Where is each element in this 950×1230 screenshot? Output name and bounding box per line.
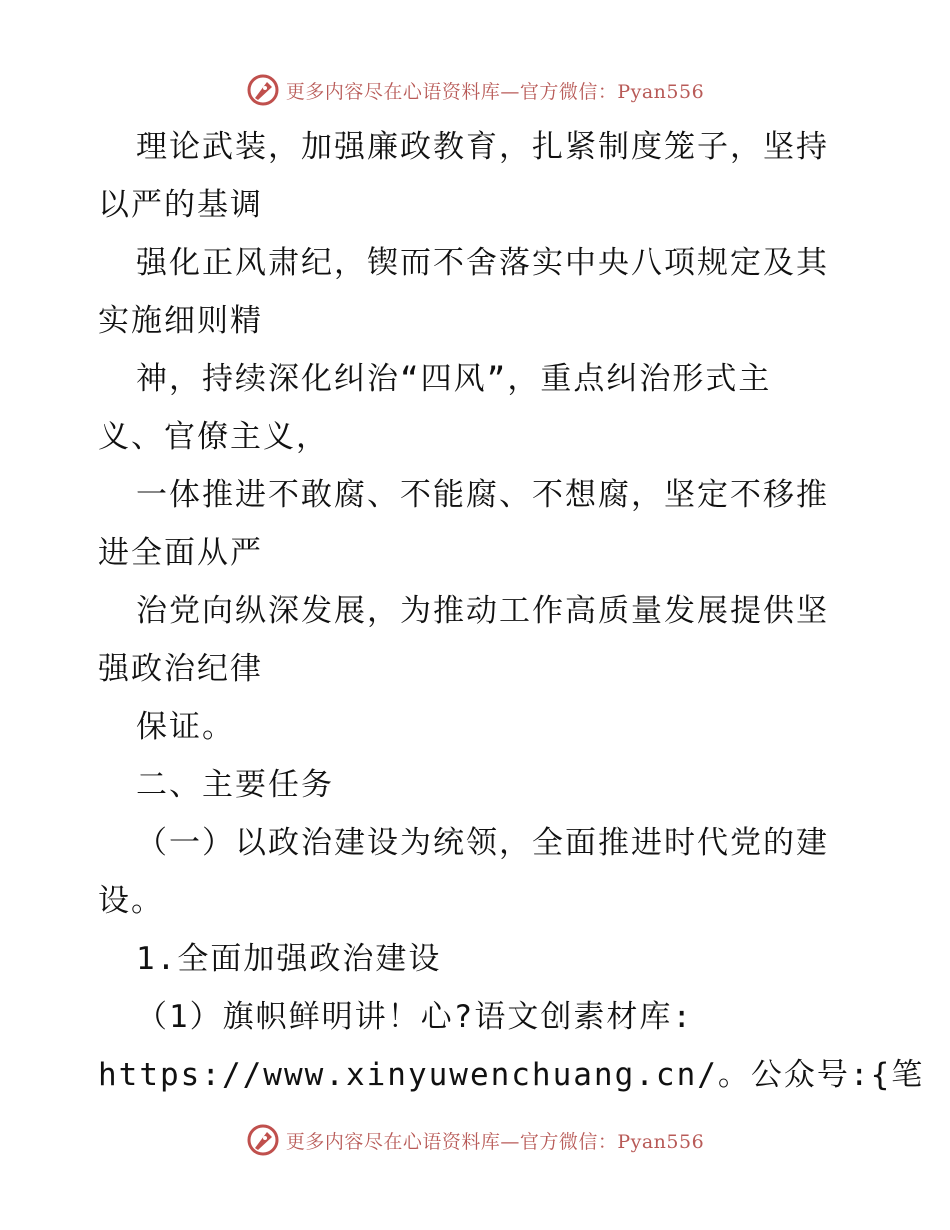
text-line: 二、主要任务: [136, 767, 334, 803]
text-line: 神，持续深化纠治“四风”，重点纠治形式主: [136, 361, 772, 397]
text-line: 治党向纵深发展，为推动工作高质量发展提供坚: [136, 593, 829, 629]
text-line: （一）以政治建设为统领，全面推进时代党的建: [136, 825, 829, 861]
pen-nib-circle-icon: [246, 73, 280, 107]
text-line: 进全面从严: [98, 535, 263, 571]
text-line: 以严的基调: [98, 187, 263, 223]
text-line: 1.全面加强政治建设: [136, 941, 442, 977]
text-line: 理论武装，加强廉政教育，扎紧制度笼子，坚持: [136, 129, 829, 165]
text-line: 实施细则精: [98, 303, 263, 339]
text-line: 一体推进不敢腐、不能腐、不想腐，坚定不移推: [136, 477, 829, 513]
text-line: （1）旗帜鲜明讲！心?语文创素材库:: [136, 999, 693, 1035]
text-line: 义、官僚主义，: [98, 419, 329, 455]
text-line: 强政治纪律: [98, 651, 263, 687]
header-banner: [0, 70, 950, 110]
pen-nib-circle-icon: [246, 1123, 280, 1157]
text-line: https://www.xinyuwenchuang.cn/。公众号:{笔: [98, 1057, 925, 1093]
header-banner-text: 更多内容尽在心语资料库—官方微信：Pyan556: [285, 80, 705, 103]
document-body: [98, 118, 925, 1104]
text-line: 设。: [98, 883, 164, 919]
footer-banner-text: 更多内容尽在心语资料库—官方微信：Pyan556: [285, 1130, 705, 1153]
footer-banner: [0, 1120, 950, 1160]
text-line: 强化正风肃纪，锲而不舍落实中央八项规定及其: [136, 245, 829, 281]
text-line: 保证。: [136, 709, 235, 745]
